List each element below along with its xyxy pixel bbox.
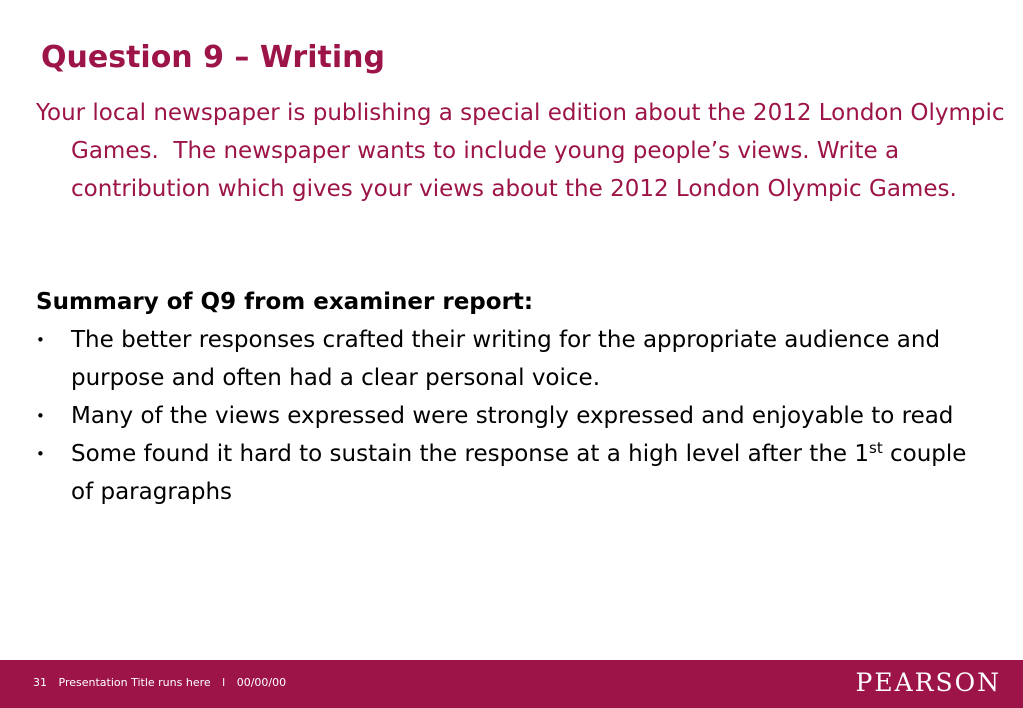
footer-bar — [0, 660, 1023, 708]
bullet-text — [71, 441, 966, 505]
pearson-logo: PEARSON — [855, 668, 1001, 697]
bullet-text-start: Some found it hard to sustain the response at a high level after the 1 — [71, 441, 869, 467]
list-item — [36, 435, 976, 511]
question-prompt: Your local newspaper is publishing a special edition about the 2012 London Olympic Games. The newspaper wants to include young people’s views. Write a contribution which gives your views about the 2012 London Olympic Games. — [36, 100, 1005, 202]
summary-heading: Summary of Q9 from examiner report: — [36, 289, 534, 315]
presentation-title: Presentation Title runs here — [58, 676, 211, 689]
ordinal-suffix: st — [869, 439, 883, 457]
bullet-icon: • — [36, 407, 45, 425]
footer-info — [33, 676, 294, 689]
footer-date: 00/00/00 — [236, 676, 287, 689]
bullet-icon: • — [36, 445, 45, 463]
bullet-text-end: couple of paragraphs — [71, 441, 967, 505]
bullet-text: The better responses crafted their writing for the appropriate audience and purpose and often had a clear personal voice. — [71, 327, 941, 391]
footer-separator: l — [222, 676, 226, 689]
bullet-icon: • — [36, 331, 45, 349]
page-number: 31 — [33, 676, 47, 689]
summary-bullet-list — [36, 321, 976, 511]
list-item — [36, 321, 976, 397]
list-item — [36, 397, 976, 435]
slide-title: Question 9 – Writing — [41, 40, 385, 75]
bullet-text: Many of the views expressed were strongly expressed and enjoyable to read — [71, 403, 954, 429]
